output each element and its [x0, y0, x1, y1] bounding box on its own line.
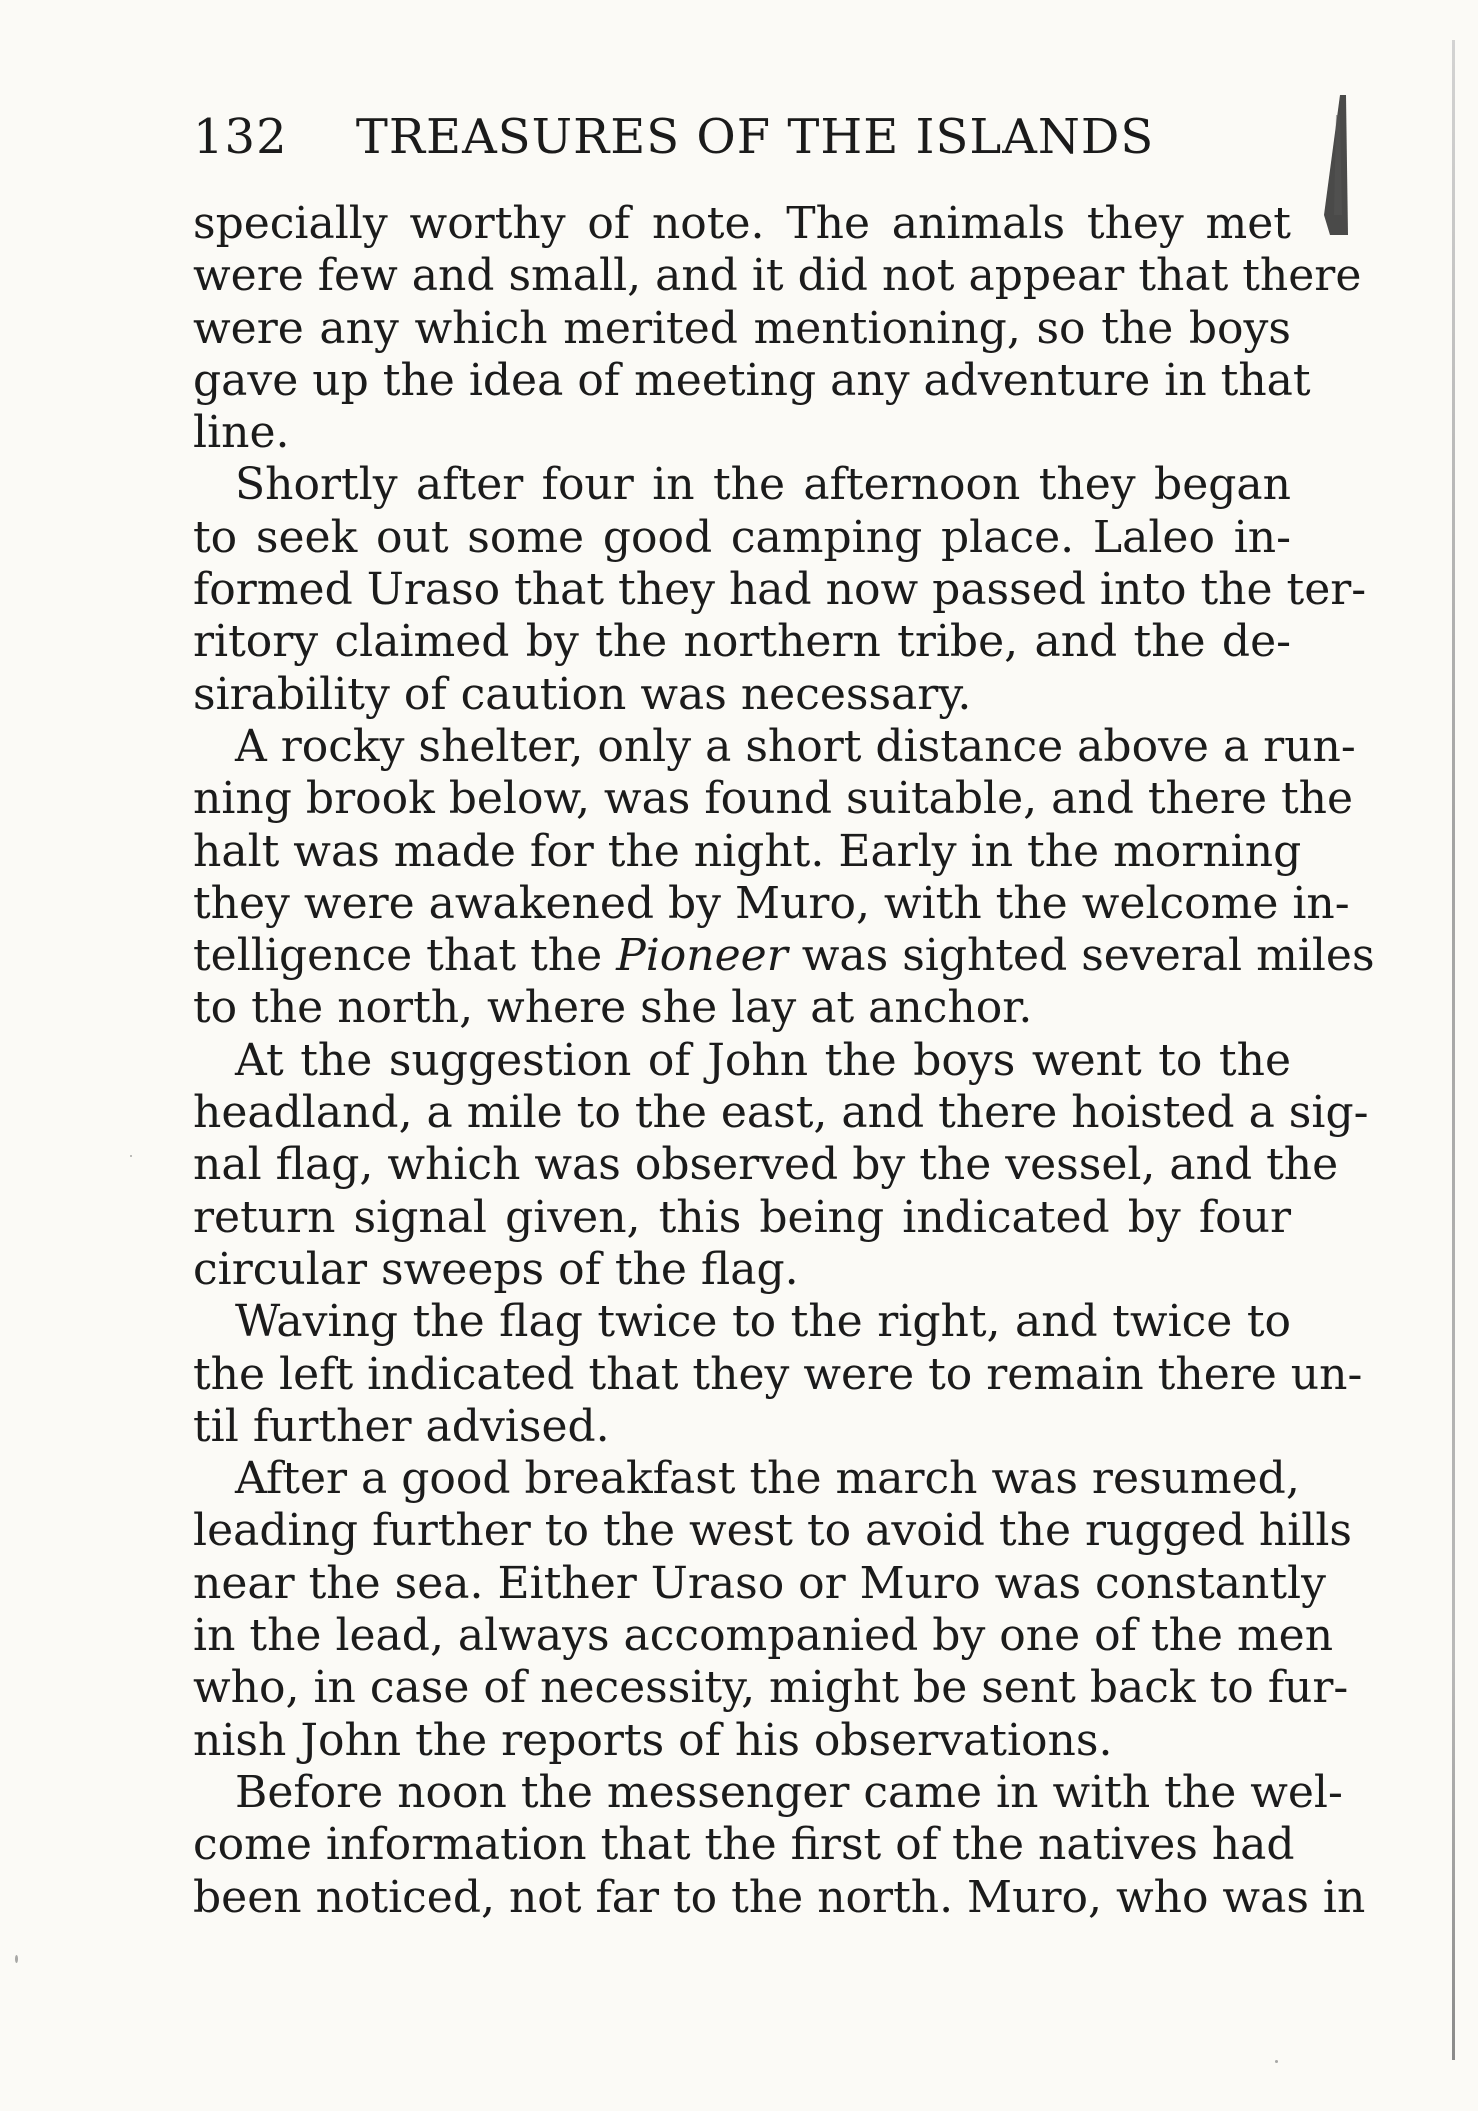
- text-line: in the lead, always accompanied by one of the men: [193, 1610, 1334, 1662]
- text-line: At the suggestion of John the boys went to the: [235, 1034, 1291, 1086]
- text-line: formed Uraso that they had now passed into the ter-: [193, 564, 1367, 616]
- text-line: til further advised.: [193, 1400, 610, 1452]
- scan-speck: [1275, 2060, 1278, 2063]
- text-line: to the north, where she lay at anchor.: [193, 982, 1033, 1034]
- page-edge-shadow: [1452, 40, 1455, 2060]
- text-line: A rocky shelter, only a short distance above a run-: [235, 720, 1356, 772]
- ship-name: Pioneer: [616, 930, 788, 982]
- text-line: Before noon the messenger came in with the wel-: [235, 1766, 1343, 1818]
- text-line-with-italic: [193, 930, 1375, 982]
- text-line: to seek out some good camping place. Laleo in-: [193, 511, 1291, 563]
- text-line: nish John the reports of his observations.: [193, 1714, 1113, 1766]
- text-line: been noticed, not far to the north. Muro, who was in: [193, 1871, 1366, 1923]
- text-line: the left indicated that they were to remain there un-: [193, 1348, 1363, 1400]
- text-line: they were awakened by Muro, with the welcome in-: [193, 877, 1350, 929]
- text-segment: was sighted several miles: [787, 930, 1375, 982]
- page-header: [193, 102, 1323, 172]
- text-line: were few and small, and it did not appear that there: [193, 250, 1362, 302]
- text-line: specially worthy of note. The animals they met: [193, 198, 1291, 249]
- body-text: [193, 198, 1375, 1924]
- text-line: who, in case of necessity, might be sent back to fur-: [193, 1662, 1349, 1714]
- text-line: leading further to the west to avoid the rugged hills: [193, 1505, 1352, 1557]
- text-line: After a good breakfast the march was resumed,: [235, 1453, 1300, 1505]
- scan-speck: [130, 1155, 132, 1157]
- text-line: ritory claimed by the northern tribe, and the de-: [193, 616, 1291, 668]
- text-line: return signal given, this being indicated by four: [193, 1191, 1291, 1243]
- text-line: gave up the idea of meeting any adventure in that: [193, 354, 1311, 406]
- page-number: 132: [193, 109, 288, 165]
- text-line: sirability of caution was necessary.: [193, 668, 972, 720]
- text-segment: telligence that the: [193, 930, 617, 982]
- text-line: come information that the first of the natives had: [193, 1819, 1295, 1871]
- text-line: Shortly after four in the afternoon they began: [235, 459, 1291, 511]
- text-line: line.: [193, 407, 290, 459]
- running-head: TREASURES OF THE ISLANDS: [355, 109, 1155, 165]
- text-line: circular sweeps of the flag.: [193, 1243, 799, 1295]
- text-line: ning brook below, was found suitable, and there the: [193, 773, 1354, 825]
- scan-speck: [15, 1955, 18, 1963]
- text-line: halt was made for the night. Early in the morning: [193, 825, 1302, 877]
- text-line: near the sea. Either Uraso or Muro was constantly: [193, 1557, 1326, 1609]
- text-line: Waving the flag twice to the right, and twice to: [235, 1296, 1291, 1348]
- text-line: were any which merited mentioning, so the boys: [193, 302, 1291, 354]
- text-line: headland, a mile to the east, and there hoisted a sig-: [193, 1087, 1369, 1139]
- text-line: nal flag, which was observed by the vessel, and the: [193, 1139, 1339, 1191]
